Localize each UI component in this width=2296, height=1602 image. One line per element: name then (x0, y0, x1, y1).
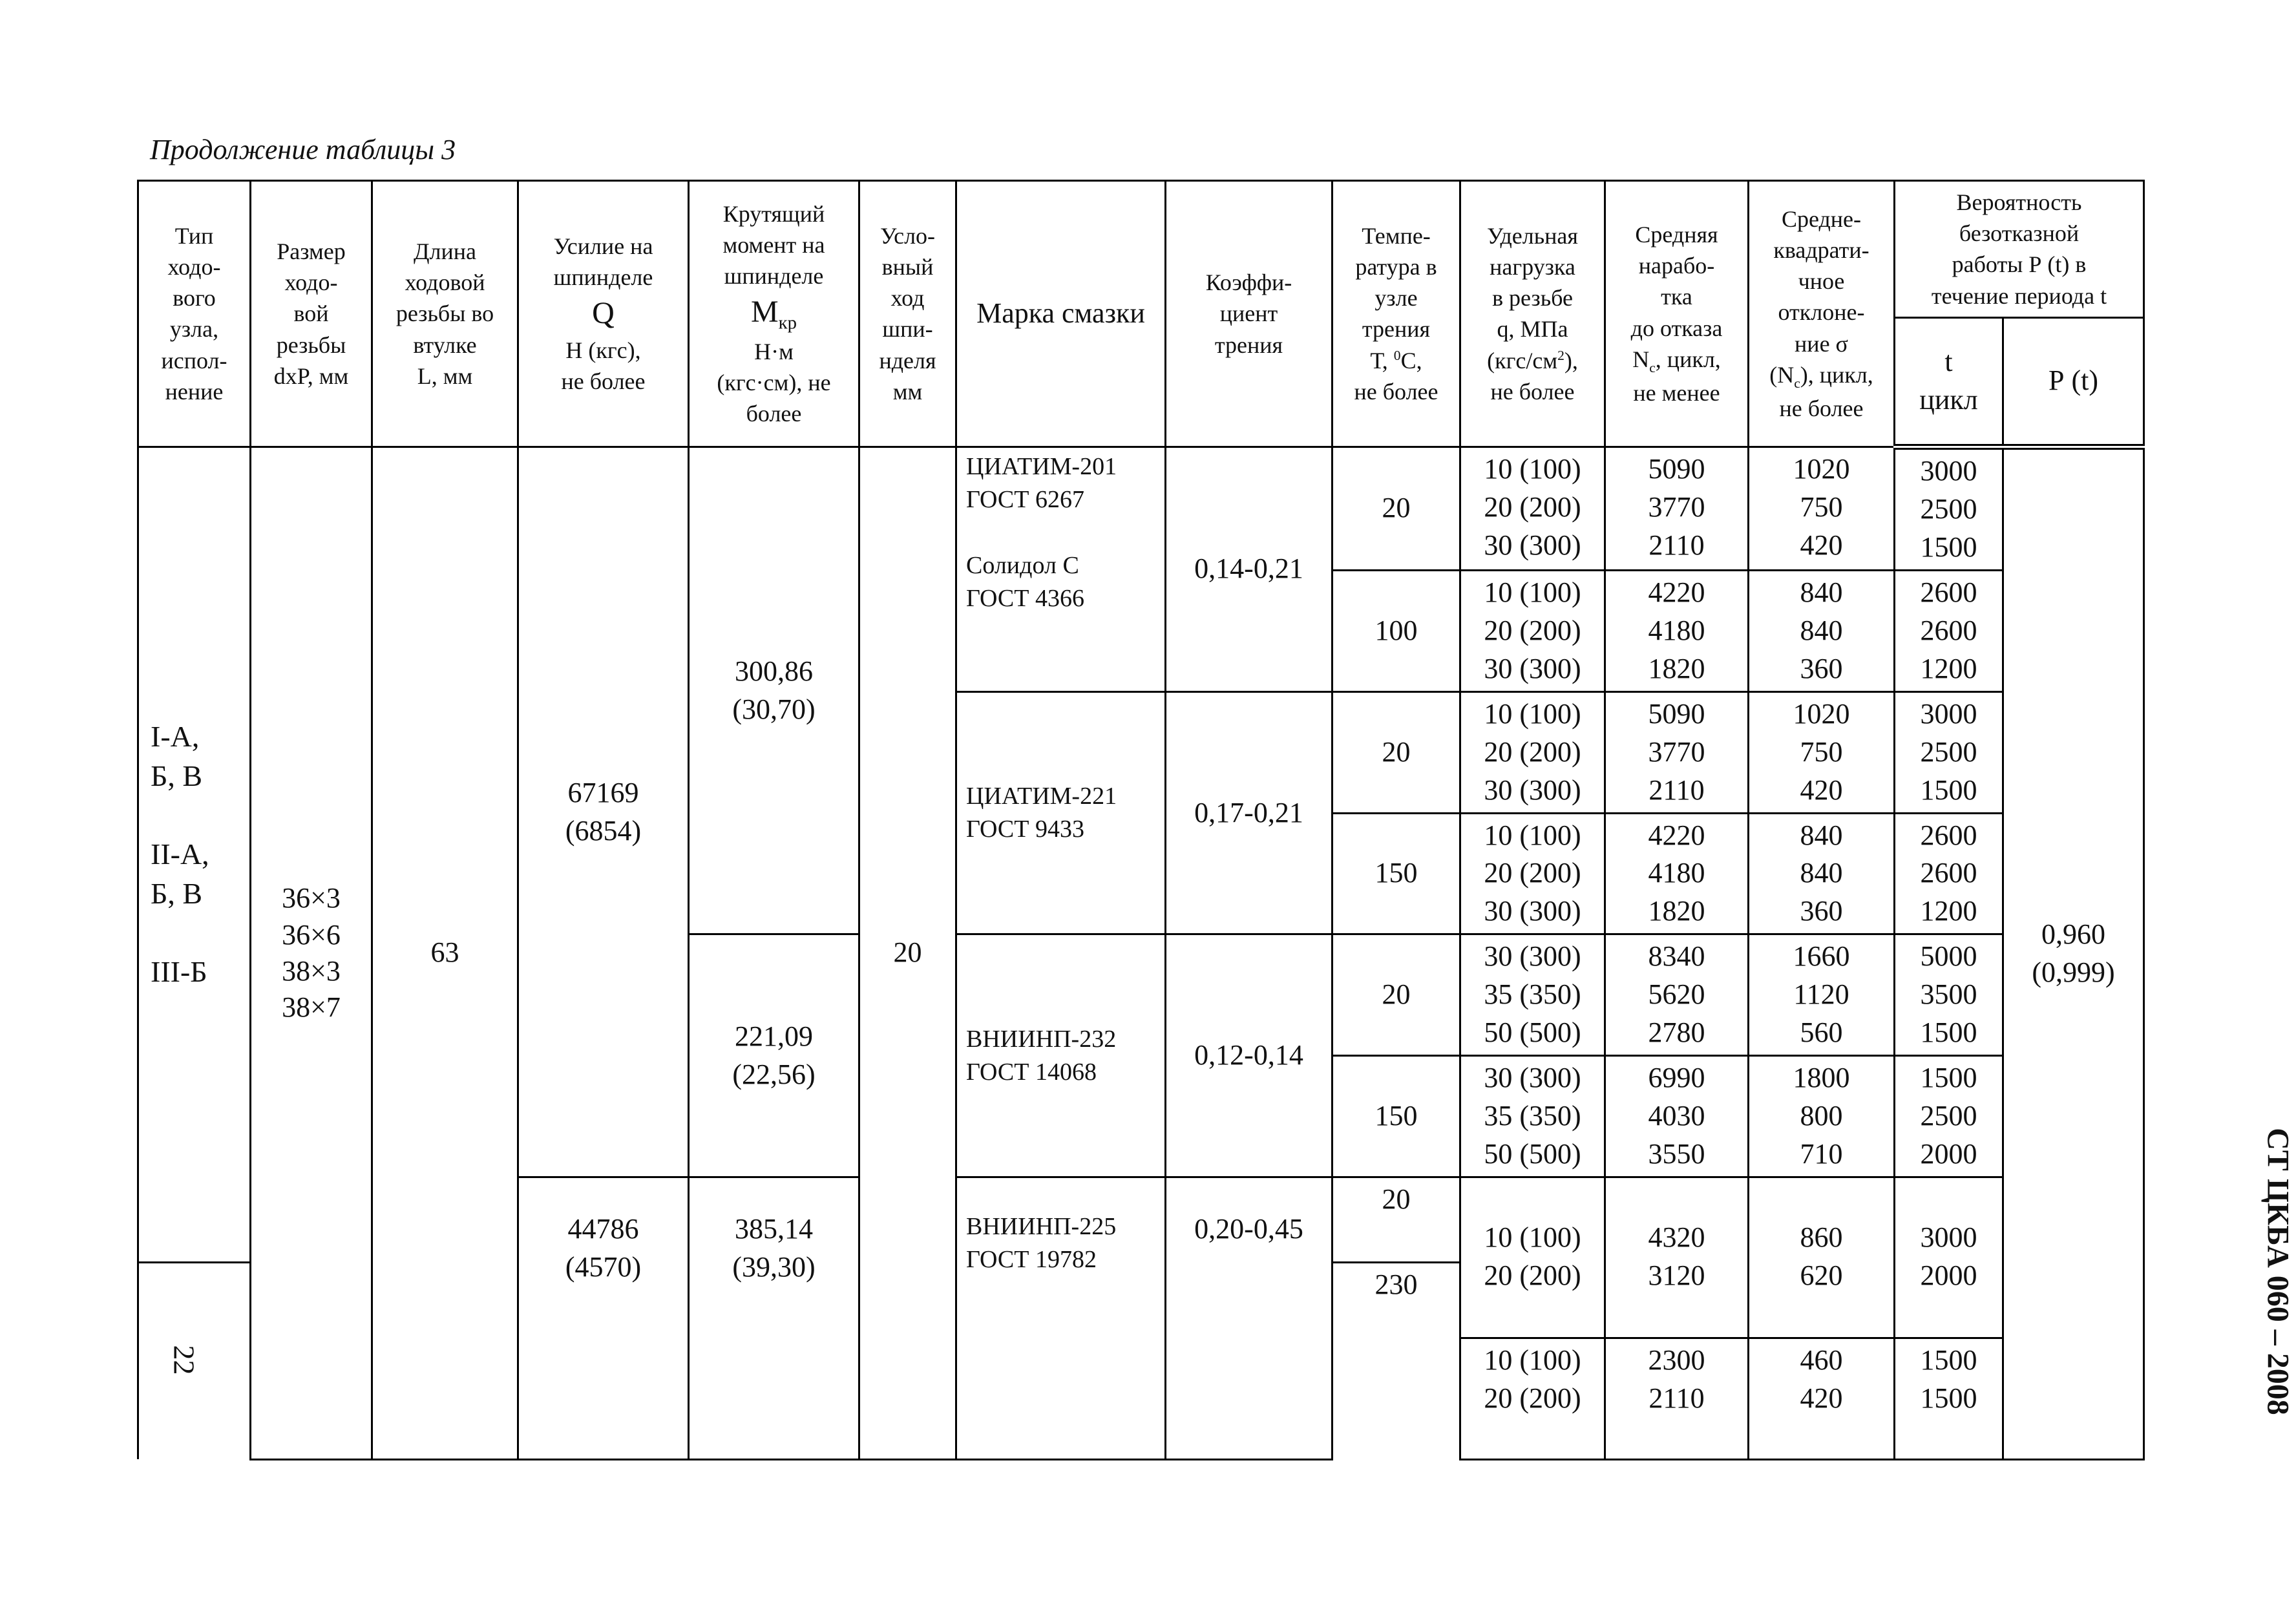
mtbf-cell: 5090 3770 2110 (1605, 447, 1749, 570)
t-cycle-cell: 3000 2500 1500 (1895, 691, 2003, 813)
friction-4: 0,20-0,45 (1166, 1177, 1332, 1460)
header-torque-symbol: $М_{кр}$ (750, 295, 797, 333)
load-cell: 30 (300) 35 (350) 50 (500) (1460, 1056, 1605, 1177)
page-number: 22 (167, 1345, 201, 1375)
temperature-cell: 20 (1332, 1177, 1460, 1263)
header-node-type: Тип ходо- вого узла, испол- нение (138, 181, 251, 447)
lubricant-1: ЦИАТИМ-201 ГОСТ 6267 Солидол С ГОСТ 4366 (956, 447, 1166, 691)
stddev-cell: 1660 1120 560 (1749, 934, 1895, 1056)
t-cycle-cell: 2600 2600 1200 (1895, 570, 2003, 691)
stddev-values: 860 620 (1800, 1221, 1843, 1291)
lubricant-2: ЦИАТИМ-221 ГОСТ 9433 (956, 691, 1166, 934)
header-thread-load: Удельная нагрузка в резьбе q, МПа $(кгс/см^2)$, не более (1460, 181, 1605, 447)
temperature-cell: 20 (1332, 691, 1460, 813)
load-values: 10 (100) 20 (200) (1484, 1221, 1581, 1291)
mtbf-values: 4320 3120 (1648, 1221, 1705, 1291)
torque-cell-1: 300,86 (30,70) (689, 447, 859, 934)
lubricant-3: ВНИИНП-232 ГОСТ 14068 (956, 934, 1166, 1177)
header-force-units: Н (кгс), не более (561, 337, 646, 394)
load-cell: 10 (100) 20 (200) 30 (300) (1460, 447, 1605, 570)
temperature-cell: 20 (1332, 447, 1460, 570)
load-cell (1460, 1177, 1605, 1460)
temperature-cell: 150 (1332, 1056, 1460, 1177)
stddev-cell: 1020 750 420 (1749, 447, 1895, 570)
t-cycle-cell (1895, 1177, 2003, 1460)
header-p-t: Р (t) (2003, 317, 2144, 447)
mtbf-cell: 4220 4180 1820 (1605, 570, 1749, 691)
thread-sizes-cell: 36×3 36×6 38×3 38×7 (251, 447, 372, 1459)
lubricant-4: ВНИИНП-225 ГОСТ 19782 (956, 1177, 1166, 1460)
t-cycle-cell: 5000 3500 1500 (1895, 934, 2003, 1056)
thread-length-cell: 63 (372, 447, 518, 1459)
header-spindle-force (518, 181, 689, 447)
force-cell-2: 44786 (4570) (518, 1177, 689, 1460)
header-stddev: Средне- квадрати- чное отклоне- ние σ $(N_c)$, цикл, не более (1749, 181, 1895, 447)
stddev-values: 460 420 (1749, 1337, 1893, 1418)
header-probability: Вероятность безотказной работы Р (t) в течение периода t (1895, 181, 2144, 318)
document-code: СТ ЦКБА 060 – 2008 (2260, 1128, 2295, 1415)
lubrication-table (137, 180, 2145, 1460)
temperature-cell: 100 (1332, 570, 1460, 691)
stroke-cell: 20 (859, 447, 956, 1459)
t-cycle-cell: 3000 2500 1500 (1895, 447, 2003, 570)
header-force-title: Усилие на шпинделе (553, 233, 653, 291)
mtbf-cell (1605, 1177, 1749, 1460)
stddev-cell: 1020 750 420 (1749, 691, 1895, 813)
mtbf-cell: 8340 5620 2780 (1605, 934, 1749, 1056)
header-thread-size: Размер ходо- вой резьбы dxP, мм (251, 181, 372, 447)
header-torque-units: Н·м (кгс·см), не более (717, 338, 831, 427)
force-cell-1: 67169 (6854) (518, 447, 689, 1177)
mtbf-values: 2300 2110 (1606, 1337, 1747, 1418)
temperature-cell: 150 (1332, 813, 1460, 934)
header-force-symbol: Q (592, 296, 615, 331)
probability-cell: 0,960 (0,999) (2003, 447, 2144, 1459)
temperature-cell: 230 (1332, 1263, 1460, 1460)
mtbf-cell: 5090 3770 2110 (1605, 691, 1749, 813)
load-cell: 10 (100) 20 (200) 30 (300) (1460, 691, 1605, 813)
load-cell: 30 (300) 35 (350) 50 (500) (1460, 934, 1605, 1056)
mtbf-cell: 4220 4180 1820 (1605, 813, 1749, 934)
load-values: 10 (100) 20 (200) (1461, 1337, 1604, 1418)
temperature-cell: 20 (1332, 934, 1460, 1056)
torque-cell-2: 221,09 (22,56) (689, 934, 859, 1177)
table-caption: Продолжение таблицы 3 (150, 134, 456, 165)
header-temperature: Темпе- ратура в узле трения Т, $^0$С, не более (1332, 181, 1460, 447)
t-cycle-values: 1500 1500 (1895, 1337, 2002, 1418)
header-stroke: Усло- вный ход шпи- нделя мм (859, 181, 956, 447)
friction-1: 0,14-0,21 (1166, 447, 1332, 691)
header-t-cycle: t цикл (1895, 317, 2003, 447)
stddev-cell (1749, 1177, 1895, 1460)
mtbf-cell: 6990 4030 3550 (1605, 1056, 1749, 1177)
executions-cell: I-А, Б, В II-А, Б, В III-Б (138, 447, 251, 1262)
header-friction: Коэффи- циент трения (1166, 181, 1332, 447)
stddev-cell: 840 840 360 (1749, 570, 1895, 691)
stddev-cell: 1800 800 710 (1749, 1056, 1895, 1177)
t-cycle-values: 3000 2000 (1920, 1221, 1977, 1291)
friction-2: 0,17-0,21 (1166, 691, 1332, 934)
header-mtbf: Средняя нарабо- тка до отказа $N_c$, цикл, не менее (1605, 181, 1749, 447)
header-torque (689, 181, 859, 447)
t-cycle-cell: 2600 2600 1200 (1895, 813, 2003, 934)
load-cell: 10 (100) 20 (200) 30 (300) (1460, 570, 1605, 691)
torque-cell-3: 385,14 (39,30) (689, 1177, 859, 1460)
header-lubricant: Марка смазки (956, 181, 1166, 447)
friction-3: 0,12-0,14 (1166, 934, 1332, 1177)
header-torque-title: Крутящий момент на шпинделе (722, 200, 825, 290)
stddev-cell: 840 840 360 (1749, 813, 1895, 934)
header-thread-length: Длина ходовой резьбы во втулке L, мм (372, 181, 518, 447)
load-cell: 10 (100) 20 (200) 30 (300) (1460, 813, 1605, 934)
t-cycle-cell: 1500 2500 2000 (1895, 1056, 2003, 1177)
